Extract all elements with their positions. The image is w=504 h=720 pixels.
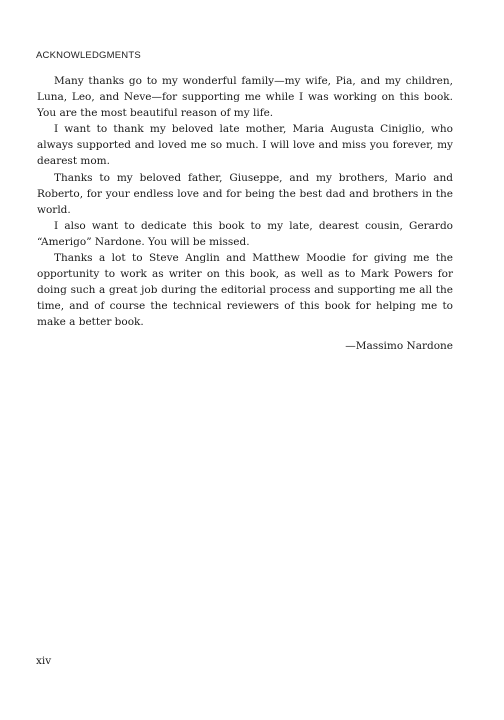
author-signature: —Massimo Nardone	[345, 339, 453, 352]
paragraph-father-brothers: Thanks to my beloved father, Giuseppe, and my brothers, Mario and Roberto, for your endless love and for being the best dad and brothers in the world.	[37, 171, 453, 216]
acknowledgments-body	[37, 73, 453, 354]
paragraph-mother: I want to thank my beloved late mother, Maria Augusta Ciniglio, who always supported and loved me so much. I will love and miss you forever, my dearest mom.	[37, 123, 453, 168]
paragraph-family: Many thanks go to my wonderful family—my wife, Pia, and my children, Luna, Leo, and Neve—for supporting me while I was working on this book. You are the most beautiful reason of my life.	[37, 75, 453, 120]
running-head: ACKNOWLEDGMENTS	[36, 50, 141, 61]
paragraph-cousin: I also want to dedicate this book to my late, dearest cousin, Gerardo “Amerigo” Nardone. You will be missed.	[37, 219, 453, 248]
paragraph-editors: Thanks a lot to Steve Anglin and Matthew Moodie for giving me the opportunity to work as writer on this book, as well as to Mark Powers for doing such a great job during the editorial process and supporting me all the time, and of course the technical reviewers of this book for helping me to make a better book.	[37, 252, 453, 329]
page-number: xiv	[36, 655, 52, 667]
